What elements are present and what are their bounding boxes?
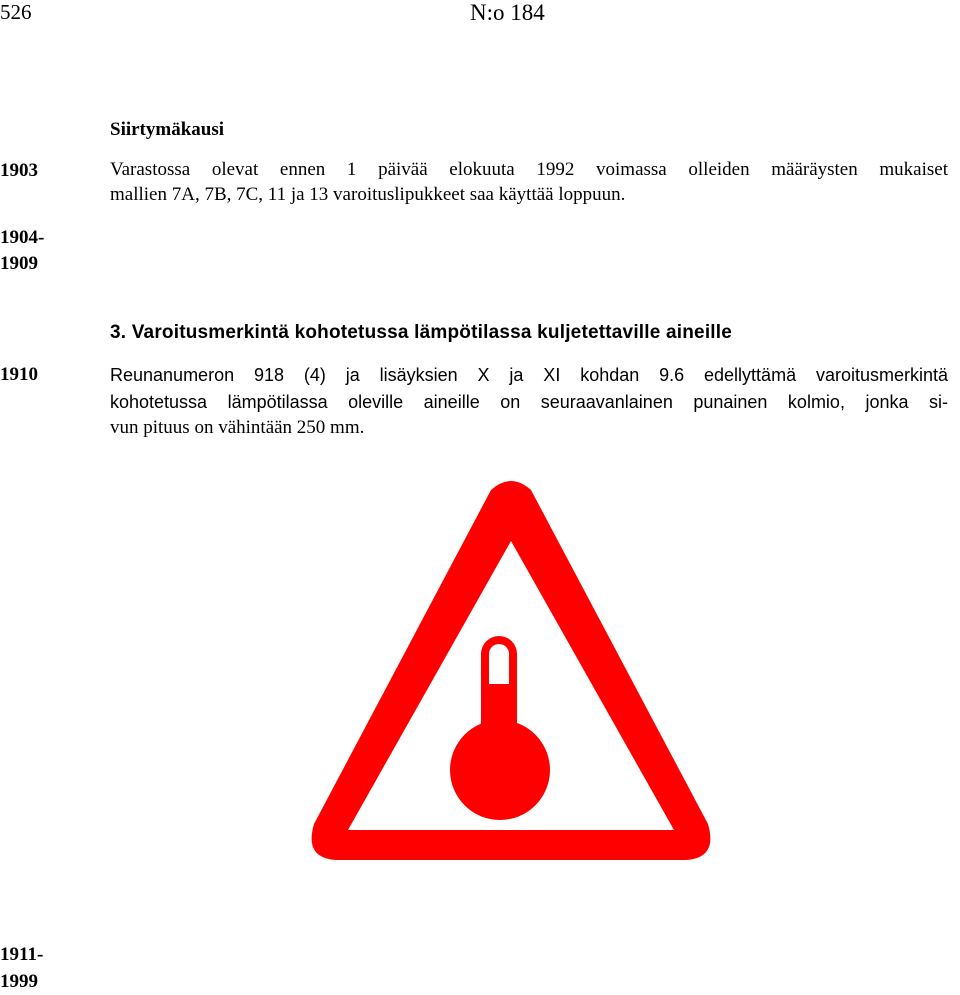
transition-paragraph-line-1: Varastossa olevat ennen 1 päivää elokuuta 1992 voimassa olleiden määräysten mukaiset	[110, 159, 948, 180]
margin-number-1999: 1999	[0, 971, 38, 992]
page-number: 526	[0, 0, 32, 24]
section3-paragraph-line-1: Reunanumeron 918 (4) ja lisäyksien X ja XI kohdan 9.6 edellyttämä varoitusmerkintä	[110, 365, 948, 385]
margin-number-1904: 1904-	[0, 227, 45, 248]
section-heading-transition: Siirtymäkausi	[110, 119, 225, 140]
section3-paragraph-line-3: vun pituus on vähintään 250 mm.	[110, 417, 365, 438]
margin-number-1911: 1911-	[0, 944, 44, 965]
section3-paragraph-line-2: kohotetussa lämpötilassa oleville aineille on seuraavanlainen punainen kolmio, jonka si-	[110, 392, 948, 412]
thermometer-bulb	[450, 720, 550, 820]
margin-number-1903: 1903	[0, 160, 38, 181]
thermometer-tube-empty-lower	[489, 658, 509, 684]
margin-number-1909: 1909	[0, 253, 38, 274]
margin-number-1910: 1910	[0, 364, 38, 385]
issue-number: N:o 184	[470, 0, 545, 25]
section-heading-3: 3. Varoitusmerkintä kohotetussa lämpötilassa kuljetettaville aineille	[110, 322, 733, 343]
transition-paragraph-line-2: mallien 7A, 7B, 7C, 11 ja 13 varoituslipukkeet saa käyttää loppuun.	[110, 184, 626, 205]
thermometer-warning-triangle-icon	[306, 478, 716, 863]
